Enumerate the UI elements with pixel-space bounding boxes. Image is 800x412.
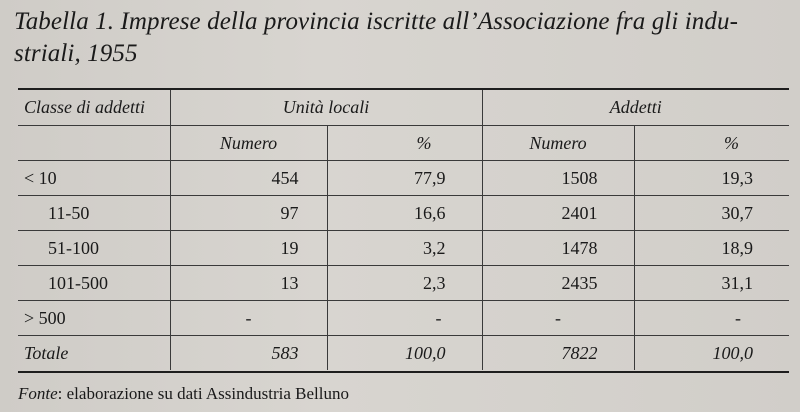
row-add-pct: 19,3: [634, 161, 789, 196]
data-table: [18, 90, 789, 370]
row-ul-numero: 19: [170, 231, 327, 266]
row-add-pct: 30,7: [634, 196, 789, 231]
row-ul-pct: 77,9: [327, 161, 482, 196]
data-table-container: [18, 88, 789, 373]
row-ul-numero: 13: [170, 266, 327, 301]
row-add-pct: -: [634, 301, 789, 336]
row-add-pct: 18,9: [634, 231, 789, 266]
table-title-line-1: Tabella 1. Imprese della provincia iscritte all’Associazione fra gli indu-: [14, 8, 739, 35]
row-class: 51-100: [18, 231, 170, 266]
total-add-pct: 100,0: [712, 342, 753, 363]
table-row: [18, 266, 789, 301]
header-group-addetti: Addetti: [482, 90, 789, 126]
total-ul-numero: 583: [170, 336, 327, 371]
table-row: [18, 231, 789, 266]
table-row-total: [18, 336, 789, 371]
total-label: Totale: [18, 336, 170, 371]
table-title: [14, 6, 794, 70]
row-ul-pct: -: [327, 301, 482, 336]
row-class: 11-50: [18, 196, 170, 231]
table-title-line-2: striali, 1955: [14, 40, 138, 67]
table-row: [18, 301, 789, 336]
total-ul-pct: 100,0: [327, 336, 482, 371]
row-class: > 500: [18, 301, 170, 336]
row-add-numero: -: [482, 301, 634, 336]
row-ul-pct: 3,2: [327, 231, 482, 266]
row-class: < 10: [18, 161, 170, 196]
header-sub-empty: [18, 126, 170, 161]
row-add-numero: 2435: [482, 266, 634, 301]
row-ul-numero: -: [170, 301, 327, 336]
header-row-sub: [18, 126, 789, 161]
row-ul-numero: 97: [170, 196, 327, 231]
row-add-numero: 1478: [482, 231, 634, 266]
row-class: 101-500: [18, 266, 170, 301]
header-sub-numero-2: Numero: [482, 126, 634, 161]
header-sub-pct-2: %: [634, 126, 789, 161]
row-add-numero: 1508: [482, 161, 634, 196]
table-row: [18, 196, 789, 231]
row-ul-pct: 16,6: [327, 196, 482, 231]
row-ul-pct: 2,3: [327, 266, 482, 301]
row-add-numero: 2401: [482, 196, 634, 231]
row-ul-numero: 454: [170, 161, 327, 196]
row-add-pct: 31,1: [634, 266, 789, 301]
header-row-groups: [18, 90, 789, 126]
header-sub-numero-1: Numero: [170, 126, 327, 161]
header-sub-pct-1: %: [327, 126, 482, 161]
table-row: [18, 161, 789, 196]
total-add-numero: 7822: [482, 336, 634, 371]
source-label: Fonte: [18, 384, 58, 403]
source-text: : elaborazione su dati Assindustria Belluno: [57, 384, 349, 403]
header-class-label: Classe di addetti: [18, 90, 170, 126]
header-group-unita-locali: Unità locali: [170, 90, 482, 126]
source-note: [18, 384, 349, 404]
